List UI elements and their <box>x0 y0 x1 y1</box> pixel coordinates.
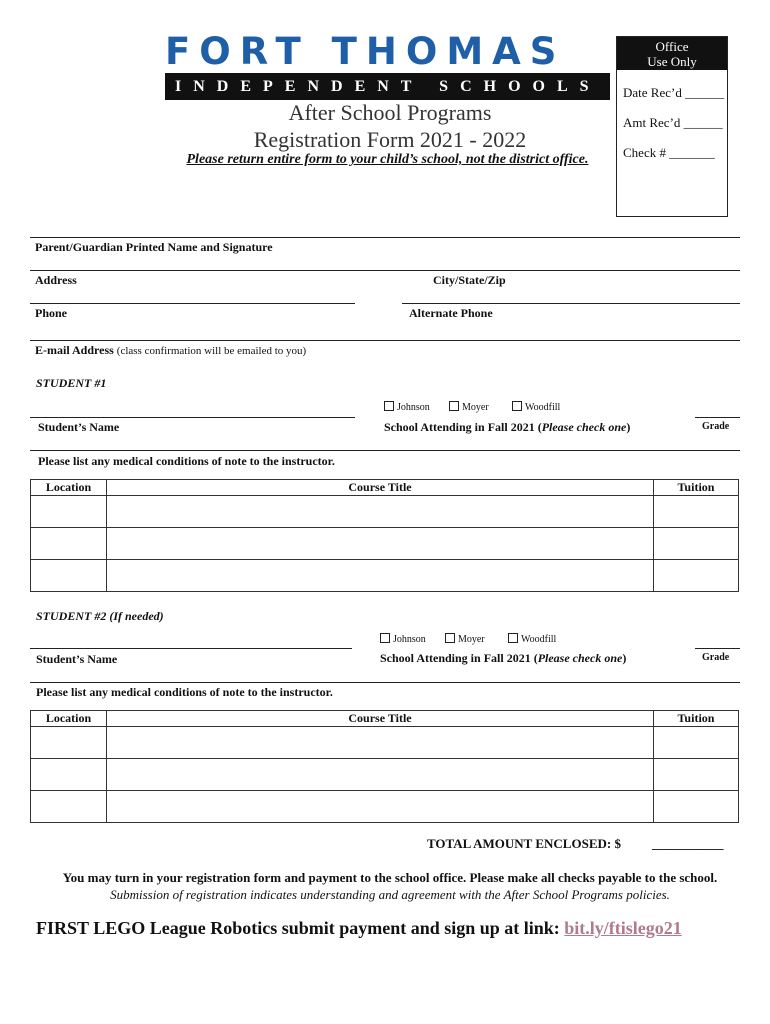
page-subtitle: Registration Form 2021 - 2022 <box>253 127 527 152</box>
policy-note: Submission of registration indicates understanding and agreement with the After School Programs policies. <box>110 887 670 902</box>
email-label: E-mail Address (class confirmation will be emailed to you) <box>35 343 307 357</box>
student1-medical-line[interactable] <box>30 450 740 451</box>
student2-course-table <box>30 710 739 823</box>
email-note: (class confirmation will be emailed to you) <box>116 345 307 357</box>
student1-school-label: School Attending in Fall 2021 (Please check one) <box>384 420 631 434</box>
district-logo-name: FORT THOMAS <box>165 30 566 73</box>
location-cell[interactable] <box>31 528 107 560</box>
address-label: Address <box>35 273 77 287</box>
phone-line[interactable] <box>30 303 355 304</box>
student1-name-line[interactable] <box>30 417 355 418</box>
table-row <box>31 496 739 528</box>
course-cell[interactable] <box>107 528 654 560</box>
check-number: Check # _______ <box>623 145 715 160</box>
table-row <box>31 759 739 791</box>
student2-name-line[interactable] <box>30 648 352 649</box>
student2-grade-label: Grade <box>702 652 730 663</box>
checkbox-icon[interactable] <box>449 401 459 411</box>
student1-check-woodfill[interactable]: Woodfill <box>512 401 560 413</box>
student1-heading: STUDENT #1 <box>36 376 107 390</box>
student1-grade-label: Grade <box>702 421 730 432</box>
student2-medical-label: Please list any medical conditions of note to the instructor. <box>36 685 333 699</box>
page-title: After School Programs <box>288 100 492 125</box>
lego-signup-link[interactable]: bit.ly/ftislego21 <box>564 918 682 938</box>
student2-check-johnson[interactable]: Johnson <box>380 633 426 645</box>
tuition-cell[interactable] <box>654 496 739 528</box>
table-row <box>31 528 739 560</box>
checkbox-icon[interactable] <box>512 401 522 411</box>
student2-name-label: Student’s Name <box>36 652 118 666</box>
table-row <box>31 791 739 823</box>
tuition-header: Tuition <box>654 711 739 727</box>
student1-name-label: Student’s Name <box>38 420 120 434</box>
student1-grade-line[interactable] <box>695 417 740 418</box>
parent-line[interactable] <box>30 237 740 238</box>
checkbox-icon[interactable] <box>508 633 518 643</box>
tuition-cell[interactable] <box>654 791 739 823</box>
alt-phone-line[interactable] <box>402 303 740 304</box>
tuition-header: Tuition <box>654 480 739 496</box>
alt-phone-label: Alternate Phone <box>409 306 493 320</box>
student1-course-table <box>30 479 739 592</box>
student2-check-moyer[interactable]: Moyer <box>445 633 485 645</box>
course-cell[interactable] <box>107 791 654 823</box>
amount-received: Amt Rec’d ______ <box>623 115 723 130</box>
course-cell[interactable] <box>107 560 654 592</box>
course-title-header: Course Title <box>107 711 654 727</box>
city-label: City/State/Zip <box>433 273 506 287</box>
tuition-cell[interactable] <box>654 727 739 759</box>
date-received: Date Rec’d ______ <box>623 85 725 100</box>
tuition-cell[interactable] <box>654 560 739 592</box>
submission-instructions: You may turn in your registration form and payment to the school office. Please make all checks payable to the school. <box>62 870 718 885</box>
table-row <box>31 560 739 592</box>
course-cell[interactable] <box>107 496 654 528</box>
total-label: TOTAL AMOUNT ENCLOSED: $ <box>427 836 621 851</box>
location-cell[interactable] <box>31 496 107 528</box>
tuition-cell[interactable] <box>654 528 739 560</box>
location-header: Location <box>31 480 107 496</box>
total-amount-field[interactable]: ___________ <box>652 836 724 851</box>
course-cell[interactable] <box>107 727 654 759</box>
email-line[interactable] <box>30 340 740 341</box>
location-cell[interactable] <box>31 759 107 791</box>
lego-signup: FIRST LEGO League Robotics submit payment and sign up at link: bit.ly/ftislego21 <box>36 918 682 938</box>
location-cell[interactable] <box>31 727 107 759</box>
student2-heading: STUDENT #2 (If needed) <box>36 609 164 623</box>
location-cell[interactable] <box>31 791 107 823</box>
address-line[interactable] <box>30 270 740 271</box>
student2-grade-line[interactable] <box>695 648 740 649</box>
tuition-cell[interactable] <box>654 759 739 791</box>
student1-check-moyer[interactable]: Moyer <box>449 401 489 413</box>
student2-medical-line[interactable] <box>30 682 740 683</box>
return-note: Please return entire form to your child’s school, not the district office. <box>186 152 589 167</box>
phone-label: Phone <box>35 306 68 320</box>
checkbox-icon[interactable] <box>380 633 390 643</box>
parent-label: Parent/Guardian Printed Name and Signature <box>35 240 273 254</box>
location-cell[interactable] <box>31 560 107 592</box>
student2-school-label: School Attending in Fall 2021 (Please check one) <box>380 651 627 665</box>
course-title-header: Course Title <box>107 480 654 496</box>
checkbox-icon[interactable] <box>445 633 455 643</box>
checkbox-icon[interactable] <box>384 401 394 411</box>
district-logo-subtitle: INDEPENDENT SCHOOLS <box>165 73 610 100</box>
location-header: Location <box>31 711 107 727</box>
table-row <box>31 727 739 759</box>
student2-check-woodfill[interactable]: Woodfill <box>508 633 556 645</box>
office-use-header: Office Use Only <box>617 37 727 70</box>
student1-check-johnson[interactable]: Johnson <box>384 401 430 413</box>
course-cell[interactable] <box>107 759 654 791</box>
student1-medical-label: Please list any medical conditions of note to the instructor. <box>38 454 335 468</box>
office-use-box <box>616 36 728 217</box>
